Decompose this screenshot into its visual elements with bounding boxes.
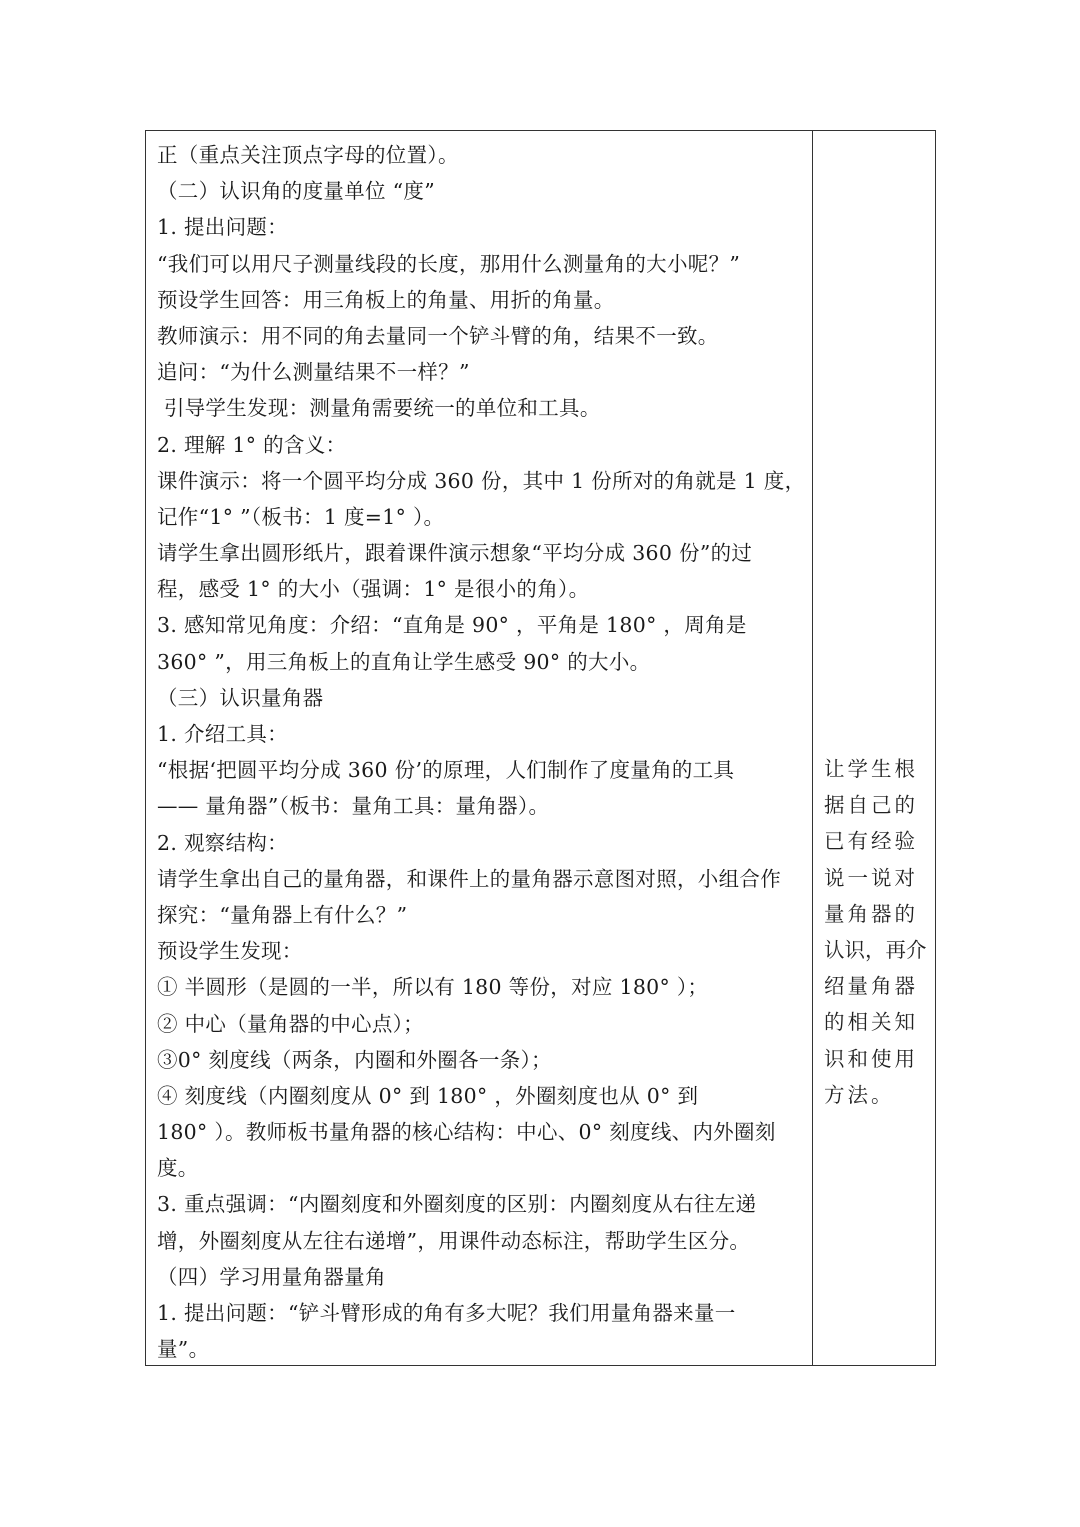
- note-line: 让学生根: [824, 757, 918, 781]
- content-line: 请学生拿出自己的量角器，和课件上的量角器示意图对照，小组合作: [157, 866, 781, 891]
- content-line: 2. 观察结构：: [157, 830, 288, 855]
- content-line: 程，感受 1° 的大小（强调：1° 是很小的角）。: [157, 577, 590, 602]
- lesson-table: [145, 130, 936, 1366]
- content-line: 增，外圈刻度从左往右递增”，用课件动态标注，帮助学生区分。: [157, 1228, 751, 1253]
- content-line: 1. 介绍工具：: [157, 722, 288, 746]
- note-line: 已有经验: [824, 829, 918, 854]
- note-line: 说一说对: [824, 865, 918, 890]
- note-line: 量角器的: [824, 901, 918, 926]
- content-line: 记作“1° ”（板书：1 度=1° ）。: [157, 504, 445, 529]
- content-line: —— 量角器”（板书：量角工具：量角器）。: [157, 794, 550, 819]
- note-line: 绍量角器: [824, 974, 918, 999]
- content-line: 量”。: [157, 1337, 210, 1362]
- content-line: 2. 理解 1° 的含义：: [157, 432, 347, 457]
- lesson-content-cell: [157, 137, 807, 1367]
- content-line: 追问：“为什么测量结果不一样？”: [157, 360, 470, 385]
- content-line: ① 半圆形（是圆的一半，所以有 180 等份，对应 180° ）；: [157, 975, 709, 1000]
- content-line: ④ 刻度线（内圈刻度从 0° 到 180° ，外圈刻度也从 0° 到: [157, 1083, 699, 1108]
- content-line: 引导学生发现：测量角需要统一的单位和工具。: [157, 396, 601, 421]
- content-line: 请学生拿出圆形纸片，跟着课件演示想象“平均分成 360 份”的过: [157, 541, 753, 566]
- content-line: 1. 提出问题：: [157, 215, 288, 240]
- note-line: 方法。: [824, 1082, 895, 1107]
- design-intent-cell: [824, 751, 932, 1113]
- note-line: 据自己的: [824, 793, 918, 818]
- content-line: 360° ”，用三角板上的直角让学生感受 90° 的大小。: [157, 649, 651, 674]
- content-line: “根据‘把圆平均分成 360 份’的原理，人们制作了度量角的工具: [157, 758, 735, 783]
- content-line: 探究：“量角器上有什么？”: [157, 902, 408, 927]
- content-line: 3. 重点强调：“内圈刻度和外圈刻度的区别：内圈刻度从右往左递: [157, 1192, 757, 1217]
- section-heading: （三）认识量角器: [157, 685, 324, 710]
- content-line: “我们可以用尺子测量线段的长度，那用什么测量角的大小呢？”: [157, 251, 741, 276]
- note-line: 识和使用: [824, 1046, 918, 1071]
- content-line: ② 中心（量角器的中心点）；: [157, 1011, 424, 1036]
- content-line: 预设学生发现：: [157, 939, 303, 964]
- content-line: 课件演示：将一个圆平均分成 360 份，其中 1 份所对的角就是 1 度，: [157, 468, 806, 493]
- content-line: 3. 感知常见角度：介绍：“直角是 90° ，平角是 180° ，周角是: [157, 613, 747, 638]
- content-line: 180° ）。教师板书量角器的核心结构：中心、0° 刻度线、内外圈刻: [157, 1120, 776, 1145]
- note-line: 的相关知: [824, 1010, 918, 1035]
- content-line: 预设学生回答：用三角板上的角量、用折的角量。: [157, 287, 615, 312]
- content-line: 教师演示：用不同的角去量同一个铲斗臂的角，结果不一致。: [157, 323, 719, 348]
- note-line: 认识，再介: [824, 937, 927, 962]
- column-divider: [812, 131, 813, 1365]
- section-heading: （四）学习用量角器量角: [157, 1264, 386, 1289]
- content-line: 度。: [157, 1156, 199, 1181]
- content-line: ③0° 刻度线（两条，内圈和外圈各一条）；: [157, 1047, 552, 1072]
- content-line: 正（重点关注顶点字母的位置）。: [157, 143, 459, 167]
- content-line: 1. 提出问题：“铲斗臂形成的角有多大呢？我们用量角器来量一: [157, 1301, 736, 1325]
- section-heading: （二）认识角的度量单位 “度”: [157, 179, 435, 204]
